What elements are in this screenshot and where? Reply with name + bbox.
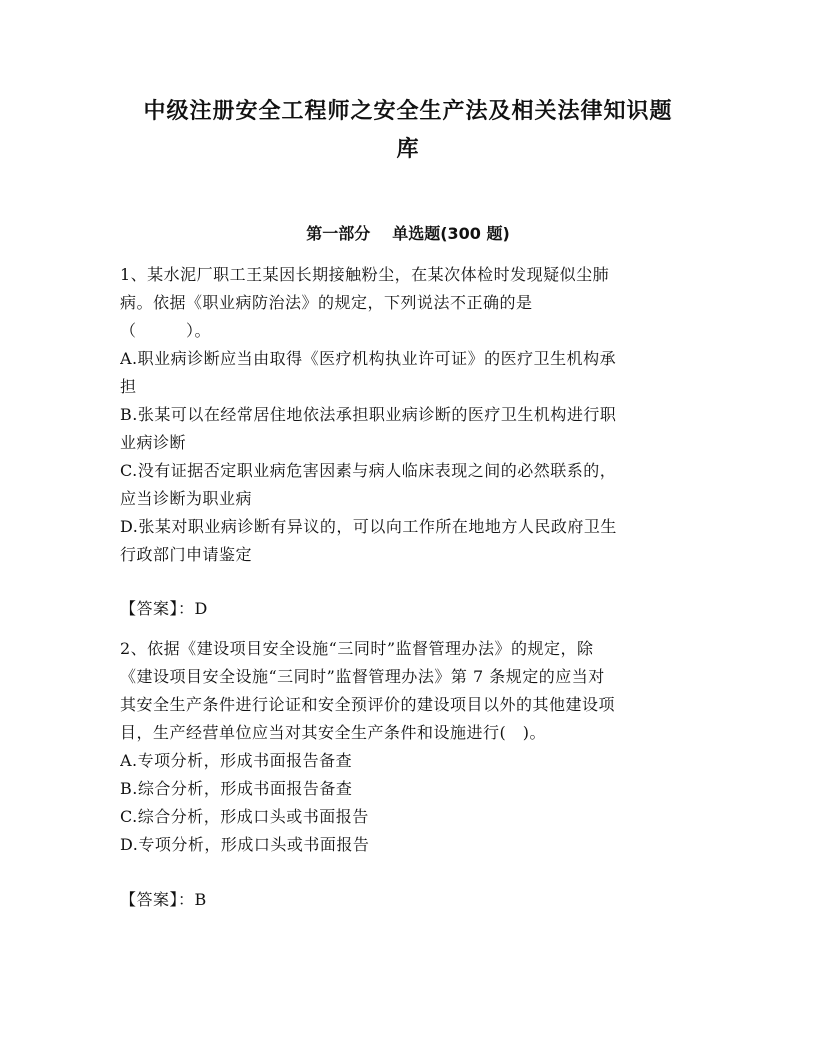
answer-value: D bbox=[194, 599, 208, 618]
section-type-label: 单选题(300 题) bbox=[392, 224, 510, 243]
document-title-line-2: 库 bbox=[396, 137, 420, 162]
section-part-label: 第一部分 bbox=[306, 224, 371, 243]
option-a-line: A.专项分析，形成书面报告备查 bbox=[120, 751, 353, 770]
option-c-line: C.没有证据否定职业病危害因素与病人临床表现之间的必然联系的， bbox=[120, 461, 617, 480]
answer-2 bbox=[120, 886, 207, 914]
option-b-line: B.张某可以在经常居住地依法承担职业病诊断的医疗卫生机构进行职 bbox=[120, 405, 617, 424]
section-heading bbox=[0, 222, 816, 246]
question-stem-line: 2、依据《建设项目安全设施“三同时”监督管理办法》的规定，除 bbox=[120, 639, 594, 658]
question-2 bbox=[120, 635, 690, 859]
option-a-line: 担 bbox=[120, 377, 137, 396]
option-d-line: 行政部门申请鉴定 bbox=[120, 545, 253, 564]
answer-1 bbox=[120, 595, 208, 623]
question-stem-line: 其安全生产条件进行论证和安全预评价的建设项目以外的其他建设项 bbox=[120, 695, 616, 714]
answer-value: B bbox=[194, 890, 207, 909]
option-b-line: B.综合分析，形成书面报告备查 bbox=[120, 779, 353, 798]
question-1 bbox=[120, 261, 690, 569]
question-stem-line: 《建设项目安全设施“三同时”监督管理办法》第 7 条规定的应当对 bbox=[120, 667, 605, 686]
question-stem-line: 目，生产经营单位应当对其安全生产条件和设施进行( )。 bbox=[120, 723, 546, 742]
option-d-line: D.张某对职业病诊断有异议的，可以向工作所在地地方人民政府卫生 bbox=[120, 517, 617, 536]
question-stem-line: 1、某水泥厂职工王某因长期接触粉尘，在某次体检时发现疑似尘肺 bbox=[120, 265, 610, 284]
option-a-line: A.职业病诊断应当由取得《医疗机构执业许可证》的医疗卫生机构承 bbox=[120, 349, 617, 368]
option-c-line: C.综合分析，形成口头或书面报告 bbox=[120, 807, 369, 826]
answer-label: 【答案】： bbox=[120, 599, 195, 618]
option-d-line: D.专项分析，形成口头或书面报告 bbox=[120, 835, 370, 854]
option-b-line: 业病诊断 bbox=[120, 433, 187, 452]
document-title-line-1: 中级注册安全工程师之安全生产法及相关法律知识题 bbox=[143, 99, 673, 124]
question-stem-line: （ ）。 bbox=[120, 321, 212, 340]
option-c-line: 应当诊断为职业病 bbox=[120, 489, 253, 508]
document-title bbox=[120, 93, 696, 169]
answer-label: 【答案】： bbox=[120, 890, 195, 909]
question-stem-line: 病。依据《职业病防治法》的规定，下列说法不正确的是 bbox=[120, 293, 533, 312]
